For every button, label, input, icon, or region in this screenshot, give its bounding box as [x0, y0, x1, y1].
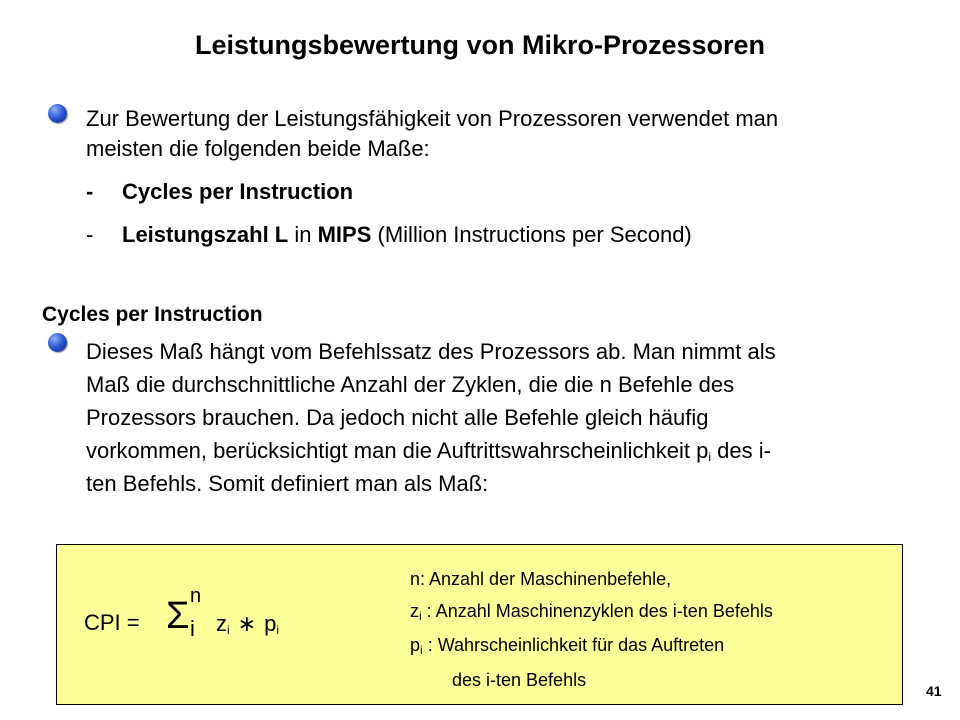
page-number: 41	[926, 683, 942, 699]
measure-2-plain-1: in	[288, 222, 318, 247]
measure-1-dash: -	[86, 179, 94, 204]
legend-z	[410, 601, 773, 623]
formula-p: p	[264, 611, 277, 636]
section-heading: Cycles per Instruction	[42, 303, 263, 326]
legend-p-sub: i	[420, 643, 423, 657]
measure-2-plain-2: (Million Instructions per Second)	[371, 222, 692, 247]
measure-2-label	[122, 221, 692, 249]
legend-n: n: Anzahl der Maschinenbefehle,	[410, 569, 672, 589]
section-line-1: Dieses Maß hängt vom Befehlssatz des Prozessors ab. Man nimmt als	[86, 339, 776, 364]
legend-z-sub: i	[419, 609, 422, 623]
formula-z-sub: i	[227, 623, 230, 637]
section-line-4	[86, 434, 776, 467]
measure-2-bold-1: Leistungszahl L	[122, 222, 289, 247]
section-line-4-a: vorkommen, berücksichtigt man die Auftrittswahrscheinlichkeit p	[86, 438, 709, 463]
legend-p-text: : Wahrscheinlichkeit für das Auftreten	[422, 635, 725, 655]
intro-line-2: meisten die folgenden beide Maße:	[86, 136, 430, 161]
legend-z-var: z	[410, 601, 419, 621]
section-line-4-sub: i	[708, 450, 712, 464]
formula-terms	[216, 611, 279, 637]
measure-2-dash: -	[86, 222, 94, 247]
legend-z-text: : Anzahl Maschinenzyklen des i-ten Befehls	[421, 601, 773, 621]
multiply-symbol: ∗	[237, 611, 257, 636]
legend-p	[410, 635, 724, 657]
legend-p-var: p	[410, 635, 421, 655]
legend-p-continuation: des i-ten Befehls	[452, 670, 587, 690]
measure-1-label: Cycles per Instruction	[122, 179, 354, 204]
section-line-4-b: des i-	[711, 438, 771, 463]
measure-2-bold-2: MIPS	[317, 222, 372, 247]
sum-upper-limit: n	[190, 585, 202, 607]
section-line-3: Prozessors brauchen. Da jedoch nicht alle Befehle gleich häufig	[86, 405, 709, 430]
section-paragraph	[86, 335, 776, 500]
sigma-symbol: Σ	[166, 595, 190, 637]
intro-line-1: Zur Bewertung der Leistungsfähigkeit von Prozessoren verwendet man	[86, 106, 779, 131]
section-line-5: ten Befehls. Somit definiert man als Maß:	[86, 471, 489, 496]
formula-p-sub: i	[276, 623, 280, 637]
formula-z: z	[216, 611, 227, 636]
page-title: Leistungsbewertung von Mikro-Prozessoren	[194, 30, 766, 60]
section-line-2: Maß die durchschnittliche Anzahl der Zyklen, die die n Befehle des	[86, 372, 735, 397]
formula-lhs: CPI =	[84, 610, 140, 635]
sum-lower-index: i	[190, 616, 195, 641]
bullet-icon	[48, 333, 67, 352]
bullet-icon	[48, 104, 67, 123]
